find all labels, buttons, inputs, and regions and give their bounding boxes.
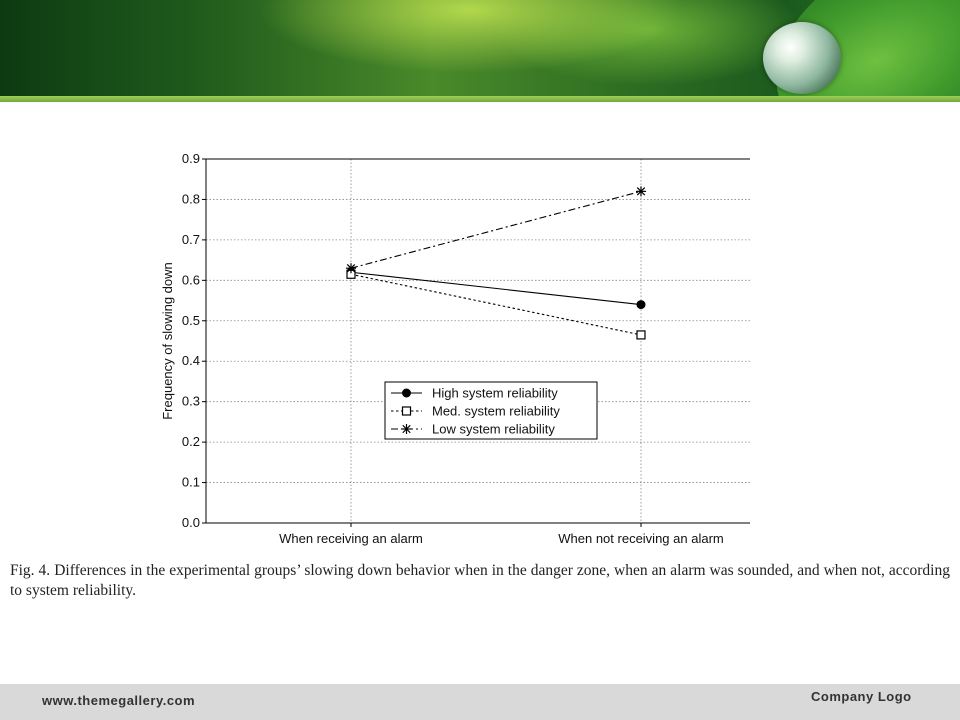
- marker-filled-circle: [637, 301, 645, 309]
- marker-filled-circle: [403, 389, 411, 397]
- marker-open-square: [403, 407, 411, 415]
- company-logo: Company Logo: [811, 689, 912, 704]
- y-axis: [182, 151, 206, 530]
- y-tick-label: 0.7: [181, 231, 200, 247]
- series: [346, 186, 646, 339]
- line-chart: [150, 150, 750, 550]
- series-line: [351, 274, 641, 335]
- marker-open-square: [637, 331, 645, 339]
- legend: [385, 382, 597, 439]
- y-tick-label: 0.5: [181, 312, 200, 328]
- y-tick-label: 0.4: [181, 353, 200, 369]
- plot-frame: [206, 159, 750, 523]
- y-axis-label: Frequency of slowing down: [160, 262, 175, 420]
- y-tick-label: 0.8: [181, 191, 200, 207]
- legend-label: Low system reliability: [432, 421, 555, 437]
- series-line: [351, 191, 641, 268]
- y-tick-label: 0.2: [181, 434, 200, 450]
- x-axis: [279, 523, 724, 546]
- marker-asterisk: [402, 424, 412, 434]
- grid: [206, 159, 750, 523]
- figure-caption: Fig. 4. Differences in the experimental groups’ slowing down behavior when in the danger zone, when an alarm was sounded, and when not, according to system reliability.: [10, 562, 950, 599]
- plot-area: [206, 159, 750, 522]
- marker-asterisk: [636, 186, 646, 196]
- marker-asterisk: [346, 263, 356, 273]
- x-tick-label: When receiving an alarm: [279, 531, 423, 546]
- y-tick-label: 0.3: [181, 393, 200, 409]
- y-tick-label: 0.0: [181, 515, 200, 530]
- legend-label: Med. system reliability: [432, 403, 560, 419]
- y-tick-label: 0.6: [181, 272, 200, 288]
- series-line: [351, 272, 641, 304]
- header-banner: [0, 0, 960, 96]
- x-tick-label: When not receiving an alarm: [558, 531, 724, 546]
- y-tick-label: 0.9: [181, 151, 200, 166]
- banner-divider: [0, 96, 960, 102]
- water-drop-decoration: [763, 22, 841, 94]
- y-tick-label: 0.1: [181, 474, 200, 490]
- legend-label: High system reliability: [432, 385, 558, 401]
- footer-url: www.themegallery.com: [42, 693, 196, 708]
